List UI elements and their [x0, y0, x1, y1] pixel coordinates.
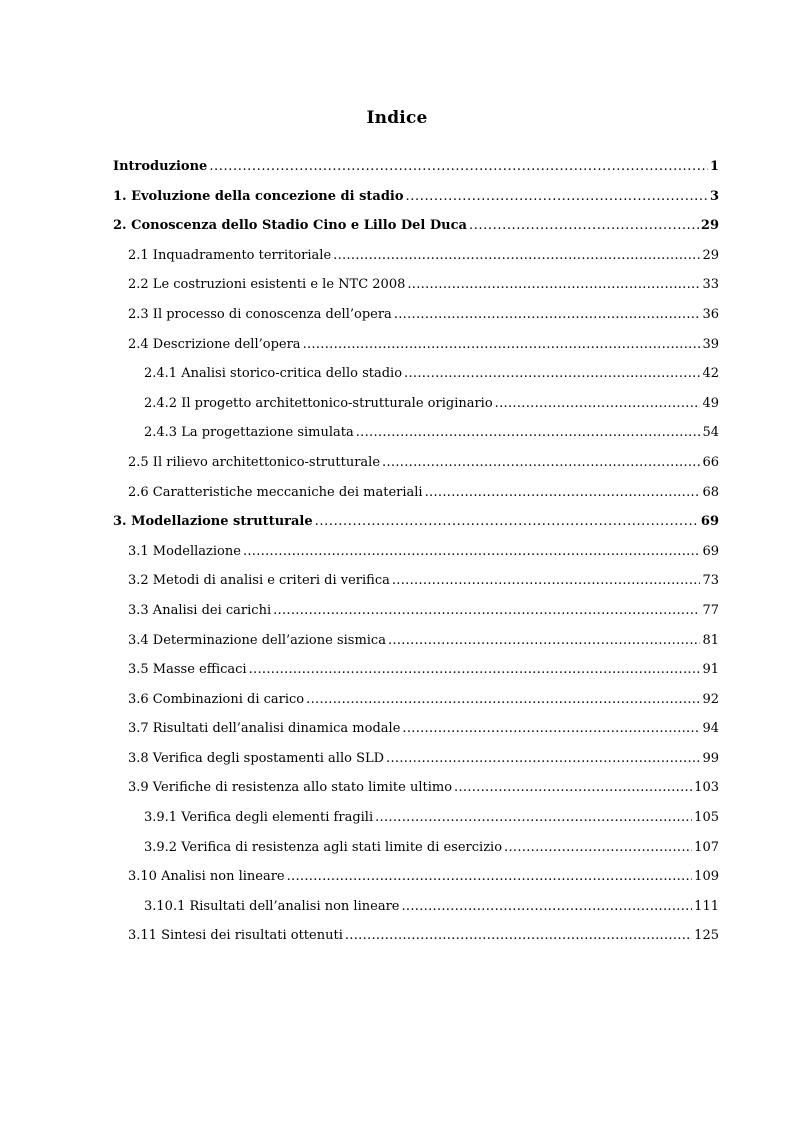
dot-leader	[504, 833, 692, 863]
toc-entry-page-number: 39	[702, 336, 719, 352]
toc-entry[interactable]	[113, 892, 719, 922]
toc-entry-page-number: 77	[702, 602, 719, 618]
toc-entry-label: 3.5 Masse efficaci	[128, 662, 247, 678]
toc-entry[interactable]	[113, 685, 719, 715]
toc-entry-page-number: 94	[702, 721, 719, 737]
toc-entry[interactable]	[113, 389, 719, 419]
toc-entry-label: 3.3 Analisi dei carichi	[128, 602, 272, 618]
toc-entry[interactable]	[113, 537, 719, 567]
toc-entry-label: 3. Modellazione strutturale	[113, 514, 313, 530]
toc-entry[interactable]	[113, 300, 719, 330]
toc-entry-label: 1. Evoluzione della concezione di stadio	[113, 188, 404, 204]
toc-entry[interactable]	[113, 833, 719, 863]
toc-entry-page-number: 91	[702, 662, 719, 678]
toc-entry-page-number: 125	[694, 928, 719, 944]
toc-entry-label: 3.10 Analisi non lineare	[128, 869, 285, 885]
toc-entry[interactable]	[113, 211, 719, 241]
toc-entry[interactable]	[113, 773, 719, 803]
dot-leader	[243, 537, 701, 567]
toc-entry[interactable]	[113, 418, 719, 448]
toc-entry-label: 3.11 Sintesi dei risultati ottenuti	[128, 928, 343, 944]
dot-leader	[303, 330, 701, 360]
toc-entry-label: Introduzione	[113, 159, 208, 174]
toc-entry-label: 2.2 Le costruzioni esistenti e le NTC 2008	[128, 277, 406, 293]
toc-entry[interactable]	[113, 921, 719, 951]
toc-entry[interactable]	[113, 270, 719, 300]
toc-entry-label: 2.6 Caratteristiche meccaniche dei materiali	[128, 484, 423, 500]
toc-entry[interactable]	[113, 448, 719, 478]
toc-entry[interactable]	[113, 626, 719, 656]
toc-entry-page-number: 107	[694, 839, 719, 855]
toc-entry-label: 2.4.3 La progettazione simulata	[144, 425, 354, 441]
dot-leader	[388, 626, 700, 656]
toc-entry[interactable]	[113, 566, 719, 596]
toc-entry[interactable]	[113, 478, 719, 508]
toc-entry[interactable]	[113, 241, 719, 271]
toc-entry-label: 2.5 Il rilievo architettonico-strutturale	[128, 454, 381, 470]
toc-entry-label: 3.8 Verifica degli spostamenti allo SLD	[128, 750, 385, 766]
toc-entry-label: 3.10.1 Risultati dell’analisi non lineare	[144, 898, 400, 914]
toc-entry-label: 3.9.1 Verifica degli elementi fragili	[144, 810, 374, 826]
dot-leader	[454, 773, 692, 803]
toc-entry-page-number: 29	[700, 218, 719, 234]
toc-entry[interactable]	[113, 714, 719, 744]
dot-leader	[425, 478, 701, 508]
toc-entry-page-number: 42	[702, 366, 719, 382]
dot-leader	[315, 507, 699, 537]
toc-entry-page-number: 105	[694, 810, 719, 826]
toc-entry[interactable]	[113, 330, 719, 360]
page-title: Indice	[366, 108, 428, 128]
toc-entry-page-number: 73	[702, 573, 719, 589]
dot-leader	[495, 389, 701, 419]
toc-entry[interactable]	[113, 803, 719, 833]
toc-entry-label: 3.9 Verifiche di resistenza allo stato limite ultimo	[128, 780, 453, 796]
toc-entry-page-number: 111	[694, 898, 719, 914]
dot-leader	[356, 418, 701, 448]
toc-entry-page-number: 92	[702, 691, 719, 707]
dot-leader	[375, 803, 692, 833]
dot-leader	[306, 685, 700, 715]
toc-entry[interactable]	[113, 744, 719, 774]
toc-entry-page-number: 29	[702, 247, 719, 263]
table-of-contents	[113, 152, 719, 951]
toc-entry-page-number: 81	[702, 632, 719, 648]
toc-entry-page-number: 103	[694, 780, 719, 796]
dot-leader	[469, 211, 699, 241]
toc-entry[interactable]	[113, 152, 719, 182]
toc-entry-page-number: 49	[702, 395, 719, 411]
toc-entry-page-number: 33	[702, 277, 719, 293]
toc-entry[interactable]	[113, 596, 719, 626]
toc-entry-label: 3.7 Risultati dell’analisi dinamica modale	[128, 721, 401, 737]
toc-entry-label: 3.9.2 Verifica di resistenza agli stati limite di esercizio	[144, 839, 503, 855]
dot-leader	[345, 921, 692, 951]
toc-entry-label: 3.2 Metodi di analisi e criteri di verifica	[128, 573, 390, 589]
toc-entry[interactable]	[113, 862, 719, 892]
toc-entry-label: 2.4.1 Analisi storico-critica dello stadio	[144, 366, 403, 382]
toc-entry-label: 2.4.2 Il progetto architettonico-strutturale originario	[144, 395, 493, 411]
toc-entry-page-number: 68	[702, 484, 719, 500]
toc-entry[interactable]	[113, 182, 719, 212]
toc-entry-page-number: 54	[702, 425, 719, 441]
dot-leader	[406, 182, 708, 212]
dot-leader	[209, 152, 708, 182]
toc-entry-label: 2.1 Inquadramento territoriale	[128, 247, 332, 263]
toc-entry-label: 2.4 Descrizione dell’opera	[128, 336, 301, 352]
toc-entry-page-number: 66	[702, 454, 719, 470]
toc-entry[interactable]	[113, 359, 719, 389]
toc-entry-page-number: 109	[694, 869, 719, 885]
toc-entry-page-number: 1	[709, 159, 719, 174]
toc-entry-label: 3.4 Determinazione dell’azione sismica	[128, 632, 386, 648]
dot-leader	[394, 300, 701, 330]
dot-leader	[407, 270, 700, 300]
toc-entry[interactable]	[113, 507, 719, 537]
dot-leader	[382, 448, 700, 478]
dot-leader	[402, 714, 700, 744]
dot-leader	[392, 566, 701, 596]
toc-entry-label: 2.3 Il processo di conoscenza dell’opera	[128, 306, 392, 322]
dot-leader	[386, 744, 700, 774]
dot-leader	[249, 655, 701, 685]
toc-entry-page-number: 99	[702, 750, 719, 766]
dot-leader	[404, 359, 700, 389]
toc-entry-page-number: 36	[702, 306, 719, 322]
dot-leader	[401, 892, 692, 922]
dot-leader	[333, 241, 700, 271]
dot-leader	[287, 862, 693, 892]
toc-entry-page-number: 69	[702, 543, 719, 559]
toc-entry[interactable]	[113, 655, 719, 685]
toc-entry-label: 3.6 Combinazioni di carico	[128, 691, 305, 707]
toc-entry-page-number: 69	[700, 514, 719, 530]
toc-entry-label: 2. Conoscenza dello Stadio Cino e Lillo Del Duca	[113, 218, 467, 234]
dot-leader	[273, 596, 700, 626]
toc-entry-page-number: 3	[709, 188, 719, 204]
toc-entry-label: 3.1 Modellazione	[128, 543, 241, 559]
